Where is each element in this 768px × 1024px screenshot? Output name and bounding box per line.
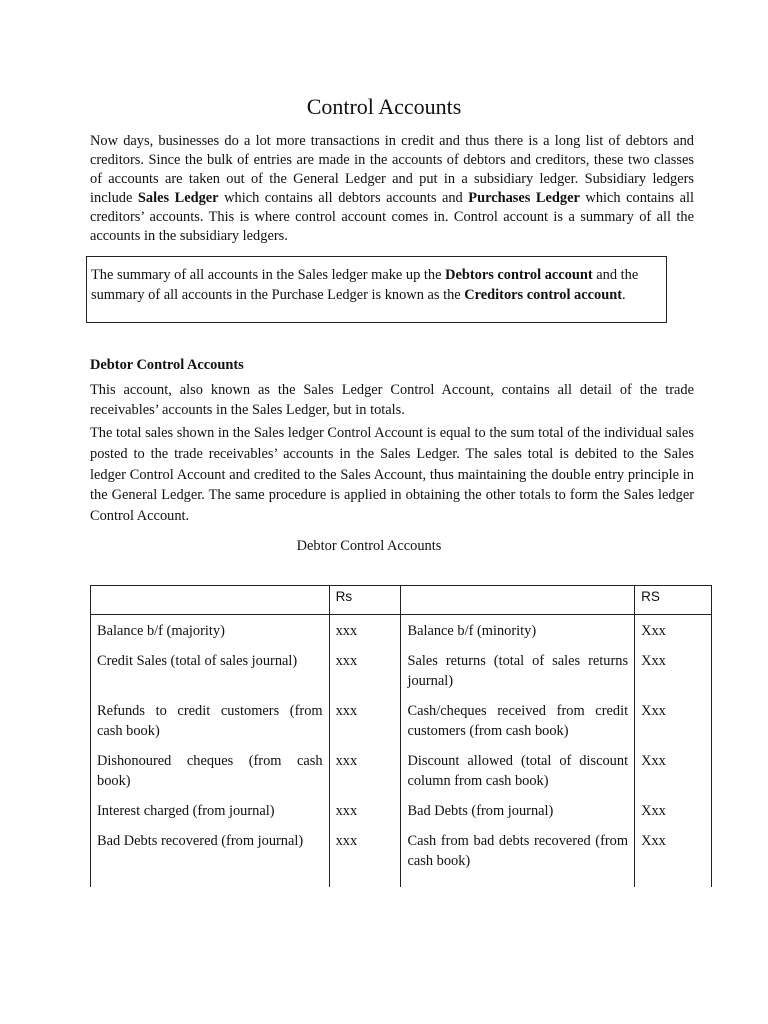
table-row <box>91 795 712 825</box>
debit-amount: xxx <box>329 825 401 887</box>
aka-paragraph: This account, also known as the Sales Ledger Control Account, contains all detail of the trade receivables’ accounts in the Sales Ledger, but in totals. <box>90 382 694 418</box>
intro-text-3: which contains all creditors’ accounts. This is where control account comes in. Control account is a summary of all the accounts in the subsidiary ledgers. <box>90 190 694 244</box>
definition-text-2: and the summary of all accounts in the Purchase Ledger is known as the <box>91 267 639 303</box>
definition-text-1: The summary of all accounts in the Sales ledger make up the <box>91 267 446 283</box>
page-title: Control Accounts <box>306 94 462 119</box>
totals-paragraph: The total sales shown in the Sales ledger Control Account is equal to the sum total of the individual sales posted to the trade receivables’ accounts in the Sales Ledger. The sales total is debited to the Sales ledger Control Account and credited to the Sales Account, thus maintaining the double entry principle in the General Ledger. The same procedure is applied in obtaining the other totals to form the Sales ledger Control Account. <box>90 425 694 525</box>
debit-desc: Bad Debts recovered (from journal) <box>91 825 330 887</box>
debit-desc: Credit Sales (total of sales journal) <box>91 645 330 695</box>
credit-amount: Xxx <box>635 795 712 825</box>
header-debit-desc <box>91 586 330 615</box>
header-credit-desc <box>401 586 635 615</box>
table-row <box>91 745 712 795</box>
credit-amount: Xxx <box>635 645 712 695</box>
credit-desc: Sales returns (total of sales returns journal) <box>401 645 635 695</box>
table-row <box>91 615 712 646</box>
debtor-control-table <box>90 585 712 887</box>
definition-box <box>86 256 667 323</box>
section-heading: Debtor Control Accounts <box>90 357 244 373</box>
table-title: Debtor Control Accounts <box>296 538 442 554</box>
credit-desc: Bad Debts (from journal) <box>401 795 635 825</box>
credit-desc: Cash/cheques received from credit customers (from cash book) <box>401 695 635 745</box>
credit-desc: Cash from bad debts recovered (from cash book) <box>401 825 635 887</box>
debit-desc: Interest charged (from journal) <box>91 795 330 825</box>
table-row <box>91 645 712 695</box>
credit-amount: Xxx <box>635 745 712 795</box>
credit-desc: Discount allowed (total of discount column from cash book) <box>401 745 635 795</box>
table-row <box>91 695 712 745</box>
debit-desc: Balance b/f (majority) <box>91 615 330 646</box>
header-debit-amount: Rs <box>329 586 401 615</box>
debit-desc: Dishonoured cheques (from cash book) <box>91 745 330 795</box>
header-credit-amount: RS <box>635 586 712 615</box>
debit-desc: Refunds to credit customers (from cash book) <box>91 695 330 745</box>
table-header-row <box>91 586 712 615</box>
intro-text-2: which contains all debtors accounts and <box>218 190 469 206</box>
debit-amount: xxx <box>329 695 401 745</box>
credit-amount: Xxx <box>635 825 712 887</box>
purchases-ledger-term: Purchases Ledger <box>468 190 580 206</box>
credit-amount: Xxx <box>635 695 712 745</box>
credit-desc: Balance b/f (minority) <box>401 615 635 646</box>
debtors-control-term: Debtors control account <box>445 267 593 283</box>
credit-amount: Xxx <box>635 615 712 646</box>
intro-text-1: Now days, businesses do a lot more transactions in credit and thus there is a long list of debtors and creditors. Since the bulk of entries are made in the accounts of debtors and creditors, these two classes of accounts are taken out of the General Ledger and put in a subsidiary ledger. Subsidiary ledgers include <box>90 133 694 206</box>
definition-text-3: . <box>622 287 626 303</box>
intro-paragraph <box>90 132 694 246</box>
creditors-control-term: Creditors control account <box>464 287 623 303</box>
sales-ledger-term: Sales Ledger <box>137 190 219 206</box>
debit-amount: xxx <box>329 615 401 646</box>
debit-amount: xxx <box>329 745 401 795</box>
debit-amount: xxx <box>329 645 401 695</box>
table-row <box>91 825 712 887</box>
debit-amount: xxx <box>329 795 401 825</box>
